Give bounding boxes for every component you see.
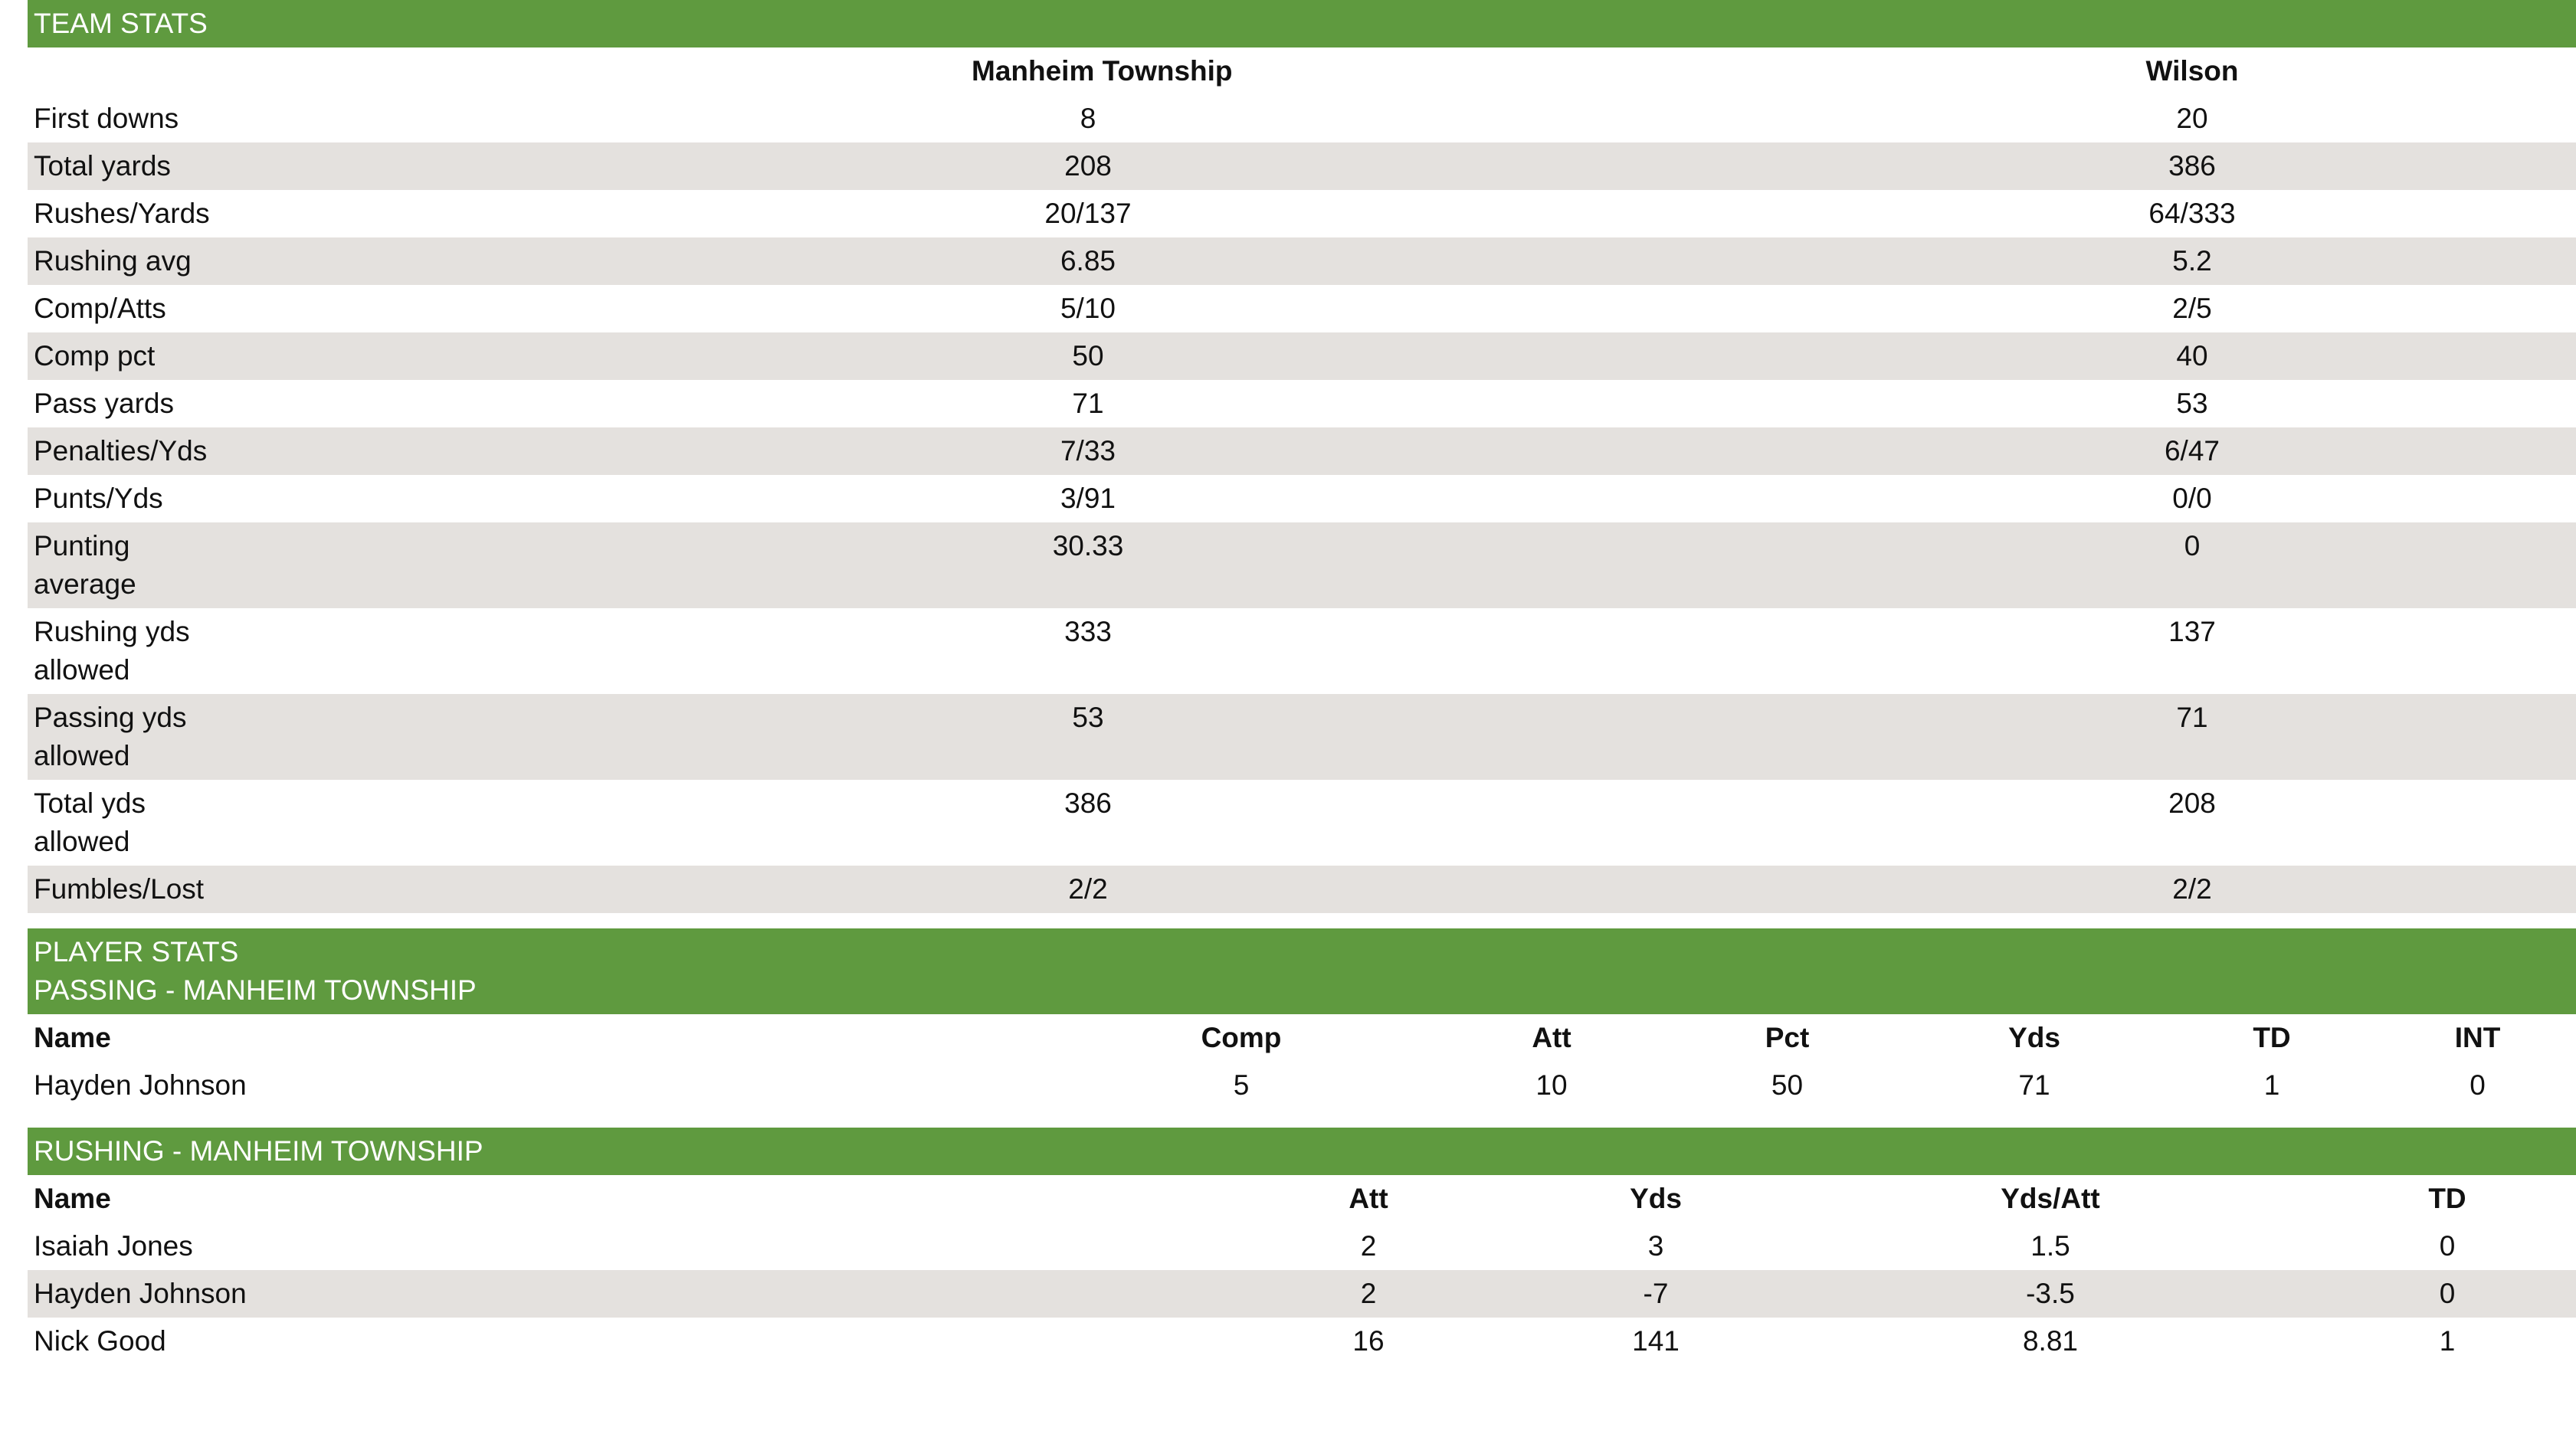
team-stat-row (28, 427, 2576, 475)
team-stats-col-away: Wilson (2145, 55, 2239, 87)
team-stat-label: Total yards (34, 150, 171, 182)
team-stats-col-label (28, 47, 965, 95)
team-stat-away-value: 6/47 (2164, 435, 2220, 467)
team-stat-row (28, 475, 2576, 522)
team-stat-away-value: 71 (2176, 702, 2208, 733)
team-stat-label: Passing yds allowed (34, 702, 187, 771)
team-stat-home-value: 333 (1064, 616, 1112, 647)
team-stat-label: First downs (34, 103, 179, 134)
team-stats-body (28, 95, 2576, 913)
team-stat-row (28, 237, 2576, 285)
rushing-stat-value: 0 (2439, 1230, 2456, 1262)
passing-stat-value: 0 (2469, 1069, 2486, 1101)
stats-page (28, 0, 2576, 1365)
rushing-body (28, 1175, 2576, 1365)
passing-header-row (28, 1014, 2576, 1062)
passing-col-header: Pct (1765, 1022, 1810, 1053)
team-stat-row (28, 694, 2576, 780)
team-stat-label: Punts/Yds (34, 483, 163, 514)
passing-col-header: TD (2253, 1022, 2291, 1053)
rushing-stat-value: 8.81 (2022, 1325, 2078, 1357)
team-stat-row (28, 142, 2576, 190)
team-stat-away-value: 137 (2168, 616, 2216, 647)
passing-col-header: Yds (2008, 1022, 2060, 1053)
team-stat-label: Fumbles/Lost (34, 873, 205, 905)
team-stat-row (28, 522, 2576, 608)
team-stat-away-value: 20 (2176, 103, 2208, 134)
passing-col-header: Att (1532, 1022, 1571, 1053)
team-stat-away-value: 2/5 (2172, 293, 2212, 324)
team-stat-home-value: 386 (1064, 787, 1112, 819)
passing-col-header: INT (2454, 1022, 2501, 1053)
player-name: Hayden Johnson (34, 1278, 247, 1309)
rushing-table (28, 1175, 2576, 1365)
passing-stat-value: 71 (2018, 1069, 2050, 1101)
rushing-col-header: Yds/Att (2001, 1183, 2100, 1214)
passing-section-title: PASSING - MANHEIM TOWNSHIP (34, 974, 477, 1006)
team-stat-label: Rushing yds allowed (34, 616, 190, 686)
rushing-col-header: Name (34, 1183, 111, 1214)
passing-stat-value: 50 (1771, 1069, 1804, 1101)
team-stat-row (28, 95, 2576, 142)
team-stat-home-value: 53 (1072, 702, 1104, 733)
team-stat-row (28, 190, 2576, 237)
rushing-stat-value: 2 (1360, 1230, 1377, 1262)
team-stats-column-header-row (28, 47, 2576, 95)
rushing-stat-value: 1 (2439, 1325, 2456, 1357)
team-stat-label: Rushes/Yards (34, 198, 210, 229)
team-stat-away-value: 53 (2176, 388, 2208, 419)
team-stat-away-value: 5.2 (2172, 245, 2212, 277)
team-stat-home-value: 6.85 (1060, 245, 1116, 277)
rushing-stat-value: 2 (1360, 1278, 1377, 1309)
rushing-col-header: Att (1349, 1183, 1388, 1214)
team-stat-home-value: 2/2 (1068, 873, 1108, 905)
team-stat-label: Pass yards (34, 388, 175, 419)
team-stat-home-value: 30.33 (1052, 530, 1124, 561)
player-name: Nick Good (34, 1325, 166, 1357)
rushing-header-row (28, 1175, 2576, 1223)
passing-table (28, 1014, 2576, 1109)
team-stat-row (28, 332, 2576, 380)
team-stat-label: Punting average (34, 530, 136, 600)
passing-col-header: Comp (1201, 1022, 1282, 1053)
team-stats-header: TEAM STATS (28, 0, 2576, 47)
passing-col-header: Name (34, 1022, 111, 1053)
team-stat-label: Penalties/Yds (34, 435, 208, 467)
team-stat-row (28, 608, 2576, 694)
rushing-col-header: TD (2428, 1183, 2466, 1214)
team-stat-home-value: 7/33 (1060, 435, 1116, 467)
team-stats-col-home: Manheim Township (972, 55, 1233, 87)
rushing-player-row (28, 1223, 2576, 1270)
team-stat-away-value: 40 (2176, 340, 2208, 372)
team-stat-row (28, 285, 2576, 332)
team-stat-home-value: 71 (1072, 388, 1104, 419)
team-stat-home-value: 8 (1080, 103, 1096, 134)
passing-body (28, 1014, 2576, 1109)
player-name: Isaiah Jones (34, 1230, 193, 1262)
team-stat-away-value: 0/0 (2172, 483, 2212, 514)
player-stats-title: PLAYER STATS (34, 936, 239, 967)
player-name: Hayden Johnson (34, 1069, 247, 1101)
team-stat-away-value: 64/333 (2148, 198, 2236, 229)
team-stat-label: Total yds allowed (34, 787, 146, 857)
team-stat-home-value: 208 (1064, 150, 1112, 182)
player-stats-header (28, 928, 2576, 1014)
rushing-stat-value: 3 (1647, 1230, 1664, 1262)
passing-player-row (28, 1062, 2576, 1109)
rushing-stat-value: -3.5 (2026, 1278, 2075, 1309)
team-stats-table (28, 47, 2576, 913)
rushing-stat-value: -7 (1643, 1278, 1669, 1309)
rushing-player-row (28, 1270, 2576, 1318)
passing-stat-value: 5 (1233, 1069, 1250, 1101)
team-stat-away-value: 0 (2184, 530, 2201, 561)
team-stat-home-value: 3/91 (1060, 483, 1116, 514)
team-stat-label: Comp/Atts (34, 293, 166, 324)
team-stat-row (28, 866, 2576, 913)
passing-stat-value: 1 (2263, 1069, 2280, 1101)
team-stat-row (28, 380, 2576, 427)
passing-stat-value: 10 (1535, 1069, 1568, 1101)
rushing-col-header: Yds (1630, 1183, 1682, 1214)
team-stat-away-value: 386 (2168, 150, 2216, 182)
rushing-stat-value: 16 (1352, 1325, 1385, 1357)
team-stat-label: Comp pct (34, 340, 156, 372)
team-stat-away-value: 2/2 (2172, 873, 2212, 905)
rushing-section-header: RUSHING - MANHEIM TOWNSHIP (28, 1128, 2576, 1175)
team-stat-home-value: 5/10 (1060, 293, 1116, 324)
rushing-stat-value: 141 (1632, 1325, 1680, 1357)
team-stat-home-value: 50 (1072, 340, 1104, 372)
team-stat-label: Rushing avg (34, 245, 192, 277)
team-stat-away-value: 208 (2168, 787, 2216, 819)
team-stat-row (28, 780, 2576, 866)
rushing-stat-value: 0 (2439, 1278, 2456, 1309)
rushing-player-row (28, 1318, 2576, 1365)
team-stat-home-value: 20/137 (1044, 198, 1132, 229)
rushing-stat-value: 1.5 (2030, 1230, 2070, 1262)
